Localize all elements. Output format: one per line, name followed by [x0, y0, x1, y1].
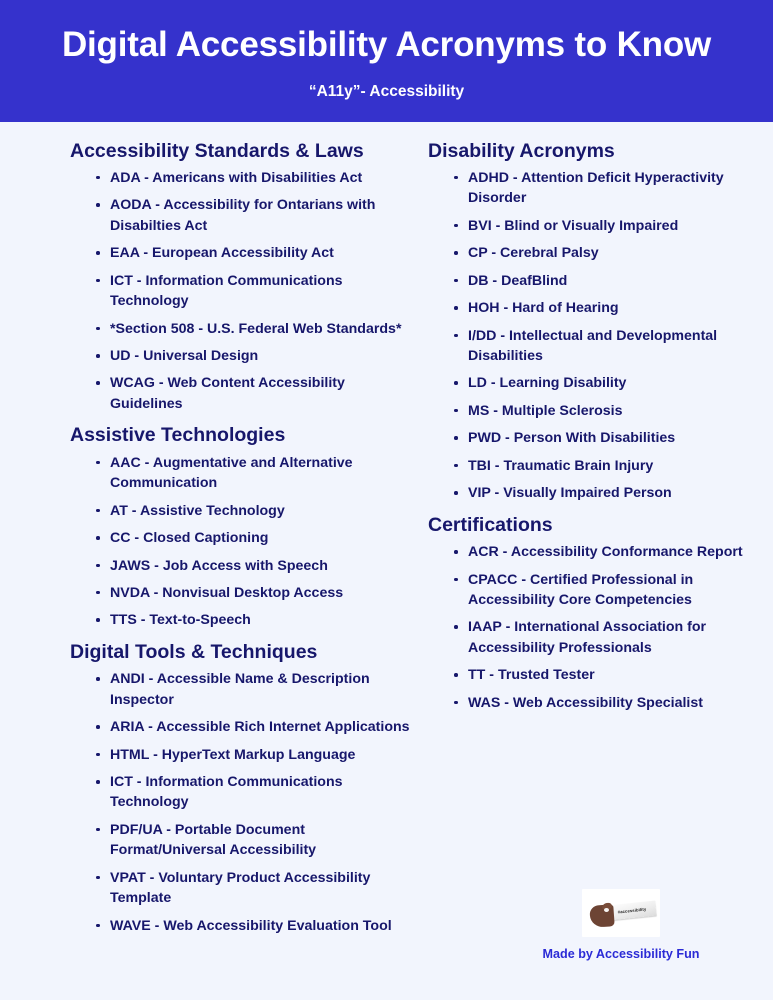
footer-credit: Made by Accessibility Fun [542, 946, 700, 961]
acronym-list-item: TT - Trusted Tester [454, 665, 751, 685]
acronym-list-item: WAVE - Web Accessibility Evaluation Tool [96, 916, 412, 936]
acronym-list [70, 669, 412, 936]
acronym-list-item: ACR - Accessibility Conformance Report [454, 542, 751, 562]
page-subtitle: “A11y”- Accessibility [308, 82, 465, 100]
acronym-list-item: ANDI - Accessible Name & Description Inspector [96, 669, 412, 710]
acronym-list [428, 168, 751, 504]
acronym-list-item: VIP - Visually Impaired Person [454, 483, 751, 503]
acronym-list-item: UD - Universal Design [96, 346, 412, 366]
content-columns [0, 122, 773, 944]
acronym-list [70, 453, 412, 631]
section-heading: Digital Tools & Techniques [70, 640, 318, 663]
acronym-list-item: BVI - Blind or Visually Impaired [454, 216, 751, 236]
acronym-list-item: EAA - European Accessibility Act [96, 243, 412, 263]
acronym-section [70, 641, 412, 936]
accessibility-hand-photo-icon [582, 889, 660, 937]
acronym-list-item: NVDA - Nonvisual Desktop Access [96, 583, 412, 603]
acronym-section [428, 140, 751, 504]
paper-note-label: #accessibility [617, 906, 647, 915]
acronym-list-item: HOH - Hard of Hearing [454, 298, 751, 318]
acronym-list-item: ADHD - Attention Deficit Hyperactivity Disorder [454, 168, 751, 209]
acronym-list-item: JAWS - Job Access with Speech [96, 556, 412, 576]
section-heading: Disability Acronyms [428, 139, 615, 162]
finger-gap [604, 908, 609, 912]
page-title: Digital Accessibility Acronyms to Know [61, 25, 712, 64]
acronym-list-item: ADA - Americans with Disabilities Act [96, 168, 412, 188]
acronym-list-item: WCAG - Web Content Accessibility Guidelines [96, 373, 412, 414]
acronym-section [428, 514, 751, 713]
acronym-list-item: *Section 508 - U.S. Federal Web Standards* [96, 319, 412, 339]
paper-note [607, 900, 656, 920]
acronym-section [70, 140, 412, 415]
acronym-list-item: IAAP - International Association for Accessibility Professionals [454, 617, 751, 658]
section-heading: Accessibility Standards & Laws [70, 139, 364, 162]
acronym-list-item: ICT - Information Communications Technology [96, 772, 412, 813]
footer-branding [491, 889, 751, 962]
acronym-list-item: MS - Multiple Sclerosis [454, 401, 751, 421]
acronym-list-item: DB - DeafBlind [454, 271, 751, 291]
acronym-list-item: TBI - Traumatic Brain Injury [454, 456, 751, 476]
page-header-banner [0, 0, 773, 122]
right-column [418, 140, 751, 944]
acronym-section [70, 424, 412, 630]
left-column [22, 140, 418, 944]
acronym-list-item: AT - Assistive Technology [96, 501, 412, 521]
section-heading: Assistive Technologies [70, 424, 286, 447]
acronym-list-item: PDF/UA - Portable Document Format/Universal Accessibility [96, 820, 412, 861]
acronym-list-item: VPAT - Voluntary Product Accessibility Template [96, 868, 412, 909]
acronym-list-item: AODA - Accessibility for Ontarians with Disabilties Act [96, 195, 412, 236]
acronym-list-item: CC - Closed Captioning [96, 528, 412, 548]
acronym-list-item: CP - Cerebral Palsy [454, 243, 751, 263]
acronym-list-item: PWD - Person With Disabilities [454, 428, 751, 448]
acronym-list-item: AAC - Augmentative and Alternative Communication [96, 453, 412, 494]
acronym-list-item: CPACC - Certified Professional in Accessibility Core Competencies [454, 570, 751, 611]
acronym-list-item: ICT - Information Communications Technology [96, 271, 412, 312]
acronym-list-item: TTS - Text-to-Speech [96, 610, 412, 630]
section-heading: Certifications [428, 513, 553, 536]
acronym-list [70, 168, 412, 414]
acronym-list-item: ARIA - Accessible Rich Internet Applications [96, 717, 412, 737]
acronym-list-item: HTML - HyperText Markup Language [96, 745, 412, 765]
acronym-list [428, 542, 751, 713]
acronym-list-item: LD - Learning Disability [454, 373, 751, 393]
acronym-list-item: I/DD - Intellectual and Developmental Disabilities [454, 326, 751, 367]
acronym-list-item: WAS - Web Accessibility Specialist [454, 693, 751, 713]
